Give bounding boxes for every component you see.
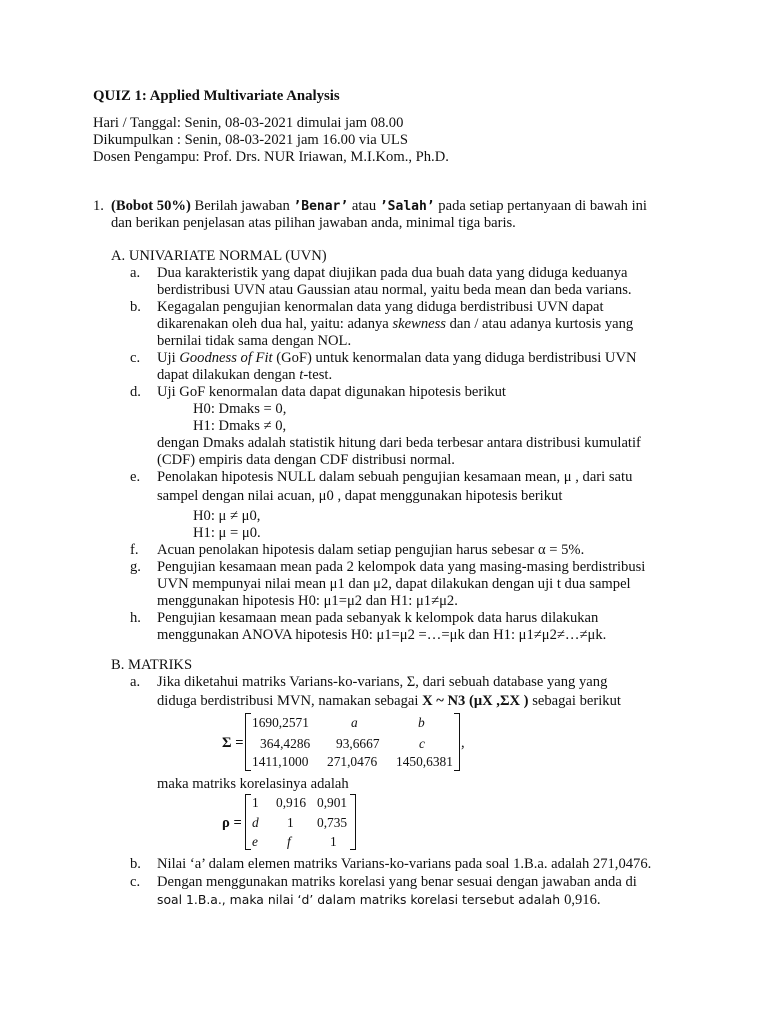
- item-bc-label: c.: [130, 874, 141, 890]
- item-g-line3: menggunakan hipotesis H0: μ1=μ2 dan H1: μ1≠μ2.: [157, 593, 458, 609]
- sigma-cell: 1450,6381: [396, 754, 453, 769]
- item-bc-text: soal 1.B.a., maka nilai ‘d’ dalam matriks korelasi tersebut adalah: [157, 892, 561, 907]
- item-bb-line: [157, 856, 651, 874]
- item-b-line3: bernilai tidak sama dengan NOL.: [157, 333, 352, 349]
- item-c-label: c.: [130, 350, 141, 366]
- question-intro-line2: dan berikan penjelasan atas pilihan jawaban anda, minimal tiga baris.: [111, 215, 516, 231]
- sigma-cell-b: b: [418, 715, 425, 730]
- rho-cell-d: d: [252, 815, 259, 830]
- item-bc-line1: Dengan menggunakan matriks korelasi yang benar sesuai dengan jawaban anda di: [157, 874, 637, 890]
- rho-cell: 0,901: [317, 795, 348, 810]
- item-h-line1: Pengujian kesamaan mean pada sebanyak k kelompok data harus dilakukan: [157, 610, 599, 626]
- sigma-cell: 1690,2571: [252, 715, 309, 730]
- rho-cell: 1: [252, 795, 259, 810]
- intro-text-2: pada setiap pertanyaan di bawah ini: [438, 198, 647, 214]
- schedule-line: Hari / Tanggal: Senin, 08-03-2021 dimulai jam 08.00: [93, 115, 404, 131]
- sigma-cell: 271,0476: [327, 754, 378, 769]
- question-intro: [111, 198, 674, 216]
- rho-cell: 1: [287, 815, 294, 830]
- item-c2-t: t: [299, 367, 304, 383]
- answer-benar: ’Benar’: [293, 199, 349, 214]
- sigma-comma: ,: [461, 735, 465, 751]
- section-a-heading: A. UNIVARIATE NORMAL (UVN): [111, 248, 327, 264]
- sigma-bracket-left: [245, 713, 251, 771]
- item-h-line2: menggunakan ANOVA hipotesis H0: μ1=μ2 =…=μk dan H1: μ1≠μ2≠…≠μk.: [157, 627, 607, 643]
- distribution-notation: X ~ N3 (μX ,ΣX ): [422, 693, 529, 709]
- item-d-h1: H1: Dmaks ≠ 0,: [193, 418, 287, 434]
- item-e-line1: Penolakan hipotesis NULL dalam sebuah pengujian kesamaan mean, μ , dari satu: [157, 469, 633, 485]
- item-ba-line1: Jika diketahui matriks Varians-ko-varians, Σ, dari sebuah database yang yang: [157, 674, 608, 690]
- section-b-heading: B. MATRIKS: [111, 657, 193, 673]
- item-g-line1: Pengujian kesamaan mean pada 2 kelompok data yang masing-masing berdistribusi: [157, 559, 646, 575]
- intro-text: Berilah jawaban: [194, 198, 290, 214]
- item-ba-line2-post: sebagai berikut: [532, 693, 621, 709]
- item-c-line1: [157, 350, 637, 368]
- item-d-line1: Uji GoF kenormalan data dapat digunakan hipotesis berikut: [157, 384, 506, 400]
- item-b-label: b.: [130, 299, 141, 315]
- rho-cell: 0,735: [317, 815, 348, 830]
- submission-line: Dikumpulkan : Senin, 08-03-2021 jam 16.00 via ULS: [93, 132, 408, 148]
- sigma-cell: 93,6667: [336, 736, 380, 751]
- page-title: QUIZ 1: Applied Multivariate Analysis: [93, 88, 340, 104]
- sigma-label: Σ =: [222, 735, 244, 751]
- item-h-label: h.: [130, 610, 141, 626]
- item-bc-line2: [157, 891, 601, 910]
- item-a-label: a.: [130, 265, 141, 281]
- sigma-cell-c: c: [419, 736, 425, 751]
- item-d-h0: H0: Dmaks = 0,: [193, 401, 287, 417]
- item-c2-post: -test.: [303, 367, 333, 383]
- item-b-line2-pre: dikarenakan oleh dua hal, yaitu: adanya: [157, 316, 389, 332]
- question-weight: (Bobot 50%): [111, 198, 191, 214]
- item-b-line2-post: dan / atau adanya kurtosis yang: [449, 316, 634, 332]
- sigma-cell-a: a: [351, 715, 358, 730]
- rho-cell-f: f: [287, 834, 291, 849]
- item-bb-label: b.: [130, 856, 141, 872]
- item-a-line1: Dua karakteristik yang dapat diujikan pada dua buah data yang diduga keduanya: [157, 265, 628, 281]
- item-c-pre: Uji: [157, 350, 176, 366]
- item-bb-value: 271,0476.: [592, 856, 652, 872]
- item-bc-value: 0,916.: [564, 892, 601, 908]
- item-c-line2: [157, 367, 332, 385]
- item-ba-line2: [157, 693, 621, 711]
- item-b-skewness: skewness: [392, 316, 446, 332]
- rho-bracket-left: [245, 794, 251, 850]
- item-a-line2: berdistribusi UVN atau Gaussian atau normal, yaitu beda mean dan beda varians.: [157, 282, 632, 298]
- item-e-line2: sampel dengan nilai acuan, μ0 , dapat menggunakan hipotesis berikut: [157, 488, 563, 504]
- sigma-cell: 1411,1000: [252, 754, 309, 769]
- lecturer-line: Dosen Pengampu: Prof. Drs. NUR Iriawan, M.I.Kom., Ph.D.: [93, 149, 449, 165]
- item-c-post: (GoF) untuk kenormalan data yang diduga berdistribusi UVN: [276, 350, 637, 366]
- item-e-label: e.: [130, 469, 141, 485]
- item-c-gof: Goodness of Fit: [179, 350, 273, 366]
- item-g-line2: UVN mempunyai nilai mean μ1 dan μ2, dapat dilakukan dengan uji t dua sampel: [157, 576, 631, 592]
- item-e-h1: H1: μ = μ0.: [193, 525, 261, 541]
- intro-or: atau: [351, 198, 377, 214]
- item-d-label: d.: [130, 384, 141, 400]
- rho-intro: maka matriks korelasinya adalah: [157, 776, 349, 792]
- item-bb-text: Nilai ‘a’ dalam elemen matriks Varians-ko-varians pada soal 1.B.a. adalah: [157, 856, 590, 872]
- item-ba-label: a.: [130, 674, 141, 690]
- item-e-h0: H0: μ ≠ μ0,: [193, 508, 261, 524]
- item-f-line1: Acuan penolakan hipotesis dalam setiap pengujian harus sebesar α = 5%.: [157, 542, 585, 558]
- answer-salah: ’Salah’: [379, 199, 435, 214]
- item-d-line4: (CDF) empiris data dengan CDF distribusi normal.: [157, 452, 455, 468]
- item-b-line2: [157, 316, 633, 334]
- rho-cell: 1: [330, 834, 337, 849]
- item-c2-pre: dapat dilakukan dengan: [157, 367, 296, 383]
- sigma-bracket-right: [454, 713, 460, 771]
- rho-label: ρ =: [222, 815, 242, 831]
- question-number: 1.: [93, 198, 104, 214]
- item-d-line3: dengan Dmaks adalah statistik hitung dari beda terbesar antara distribusi kumulatif: [157, 435, 641, 451]
- item-g-label: g.: [130, 559, 141, 575]
- item-ba-line2-pre: diduga berdistribusi MVN, namakan sebagai: [157, 693, 419, 709]
- sigma-cell: 364,4286: [260, 736, 311, 751]
- rho-cell-e: e: [252, 834, 258, 849]
- rho-bracket-right: [350, 794, 356, 850]
- rho-cell: 0,916: [276, 795, 307, 810]
- item-b-line1: Kegagalan pengujian kenormalan data yang diduga berdistribusi UVN dapat: [157, 299, 604, 315]
- item-f-label: f.: [130, 542, 139, 558]
